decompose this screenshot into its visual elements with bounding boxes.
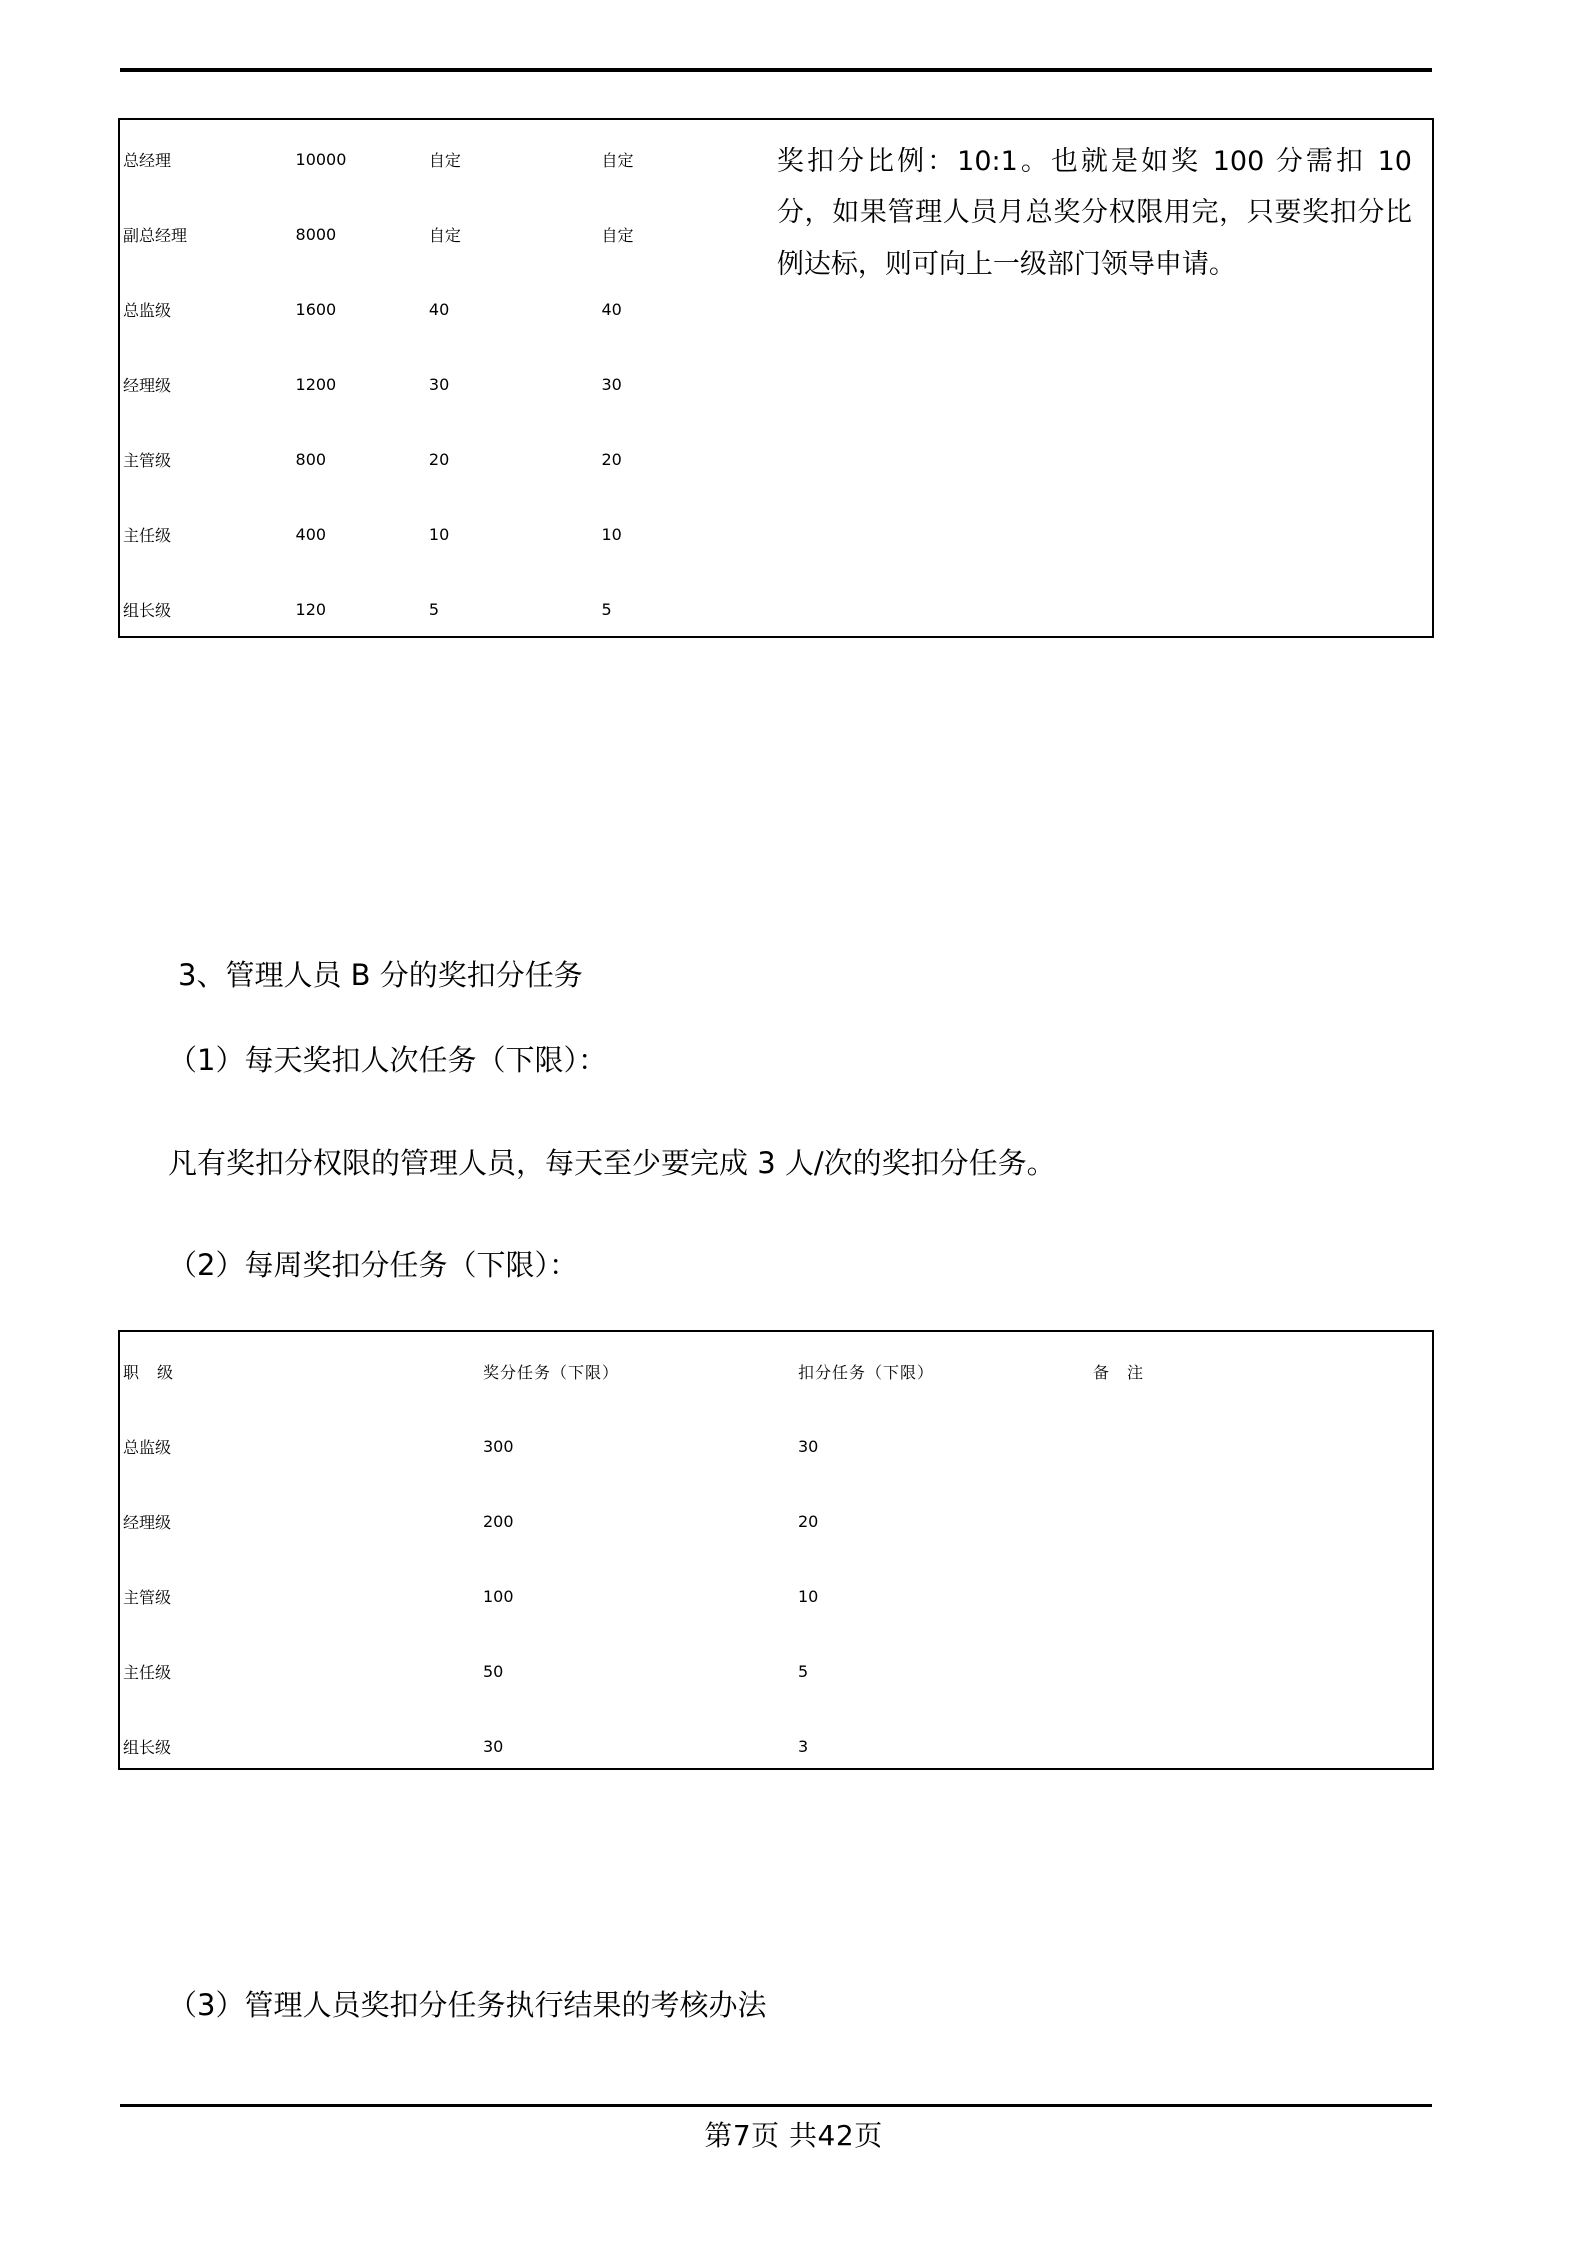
header-award-task: 奖分任务（下限）	[483, 1363, 620, 1382]
award-cell: 30	[428, 375, 450, 394]
award-cell: 5	[428, 600, 440, 619]
level-cell: 经理级	[123, 376, 172, 395]
points-cell: 10000	[295, 150, 347, 169]
item-2-title: （2）每周奖扣分任务（下限）：	[168, 1248, 578, 1282]
footer-suffix: 页	[854, 2119, 883, 2152]
deduct-cell: 30	[601, 375, 622, 394]
award-cell: 40	[428, 300, 450, 319]
level-cell: 总经理	[123, 151, 172, 170]
footer-middle: 页 共	[751, 2119, 818, 2152]
header-level: 职 级	[123, 1363, 175, 1382]
points-cell: 800	[295, 450, 327, 469]
footer-rule	[120, 2104, 1432, 2107]
level-cell: 组长级	[123, 601, 172, 620]
award-task-cell: 300	[483, 1437, 514, 1456]
level-cell: 总监级	[123, 301, 172, 320]
deduct-cell: 自定	[601, 151, 634, 170]
remark-cell	[1092, 1409, 1434, 1784]
table-header-row	[122, 1334, 1434, 1409]
award-cell: 自定	[428, 226, 461, 245]
level-cell: 主任级	[123, 1663, 172, 1682]
award-task-cell: 30	[483, 1737, 504, 1756]
level-cell: 经理级	[123, 1513, 172, 1532]
note-cell	[759, 122, 1430, 647]
award-task-cell: 100	[483, 1587, 514, 1606]
points-cell: 8000	[295, 225, 337, 244]
deduct-cell: 10	[601, 525, 622, 544]
award-task-cell: 200	[483, 1512, 514, 1531]
header-deduct-task: 扣分任务（下限）	[798, 1363, 935, 1382]
award-cell: 自定	[428, 151, 461, 170]
deduct-cell: 20	[601, 450, 622, 469]
deduct-task-cell: 5	[798, 1662, 809, 1681]
points-cell: 1600	[295, 300, 337, 319]
table-row	[122, 122, 1430, 197]
note-text: 奖扣分比例：10:1。也就是如奖 100 分需扣 10 分，如果管理人员月总奖分权限用完，只要奖扣分比例达标，则可向上一级部门领导申请。	[776, 146, 1412, 280]
level-cell: 主任级	[123, 526, 172, 545]
deduct-task-cell: 20	[798, 1512, 819, 1531]
points-cell: 120	[295, 600, 327, 619]
points-cell: 400	[295, 525, 327, 544]
level-cell: 主管级	[123, 1588, 172, 1607]
level-cell: 主管级	[123, 451, 172, 470]
award-cell: 20	[428, 450, 450, 469]
table-row	[122, 1409, 1434, 1484]
deduct-cell: 40	[601, 300, 622, 319]
level-cell: 总监级	[123, 1438, 172, 1457]
deduct-cell: 自定	[601, 226, 634, 245]
section-heading-3: 3、管理人员 B 分的奖扣分任务	[178, 958, 583, 992]
item-1-title: （1）每天奖扣人次任务（下限）：	[168, 1043, 607, 1077]
authority-points-table	[118, 118, 1434, 638]
award-cell: 10	[428, 525, 450, 544]
weekly-task-table	[118, 1330, 1434, 1770]
points-cell: 1200	[295, 375, 337, 394]
award-task-cell: 50	[483, 1662, 504, 1681]
footer-total-pages: 42	[817, 2119, 855, 2152]
item-3-title: （3）管理人员奖扣分任务执行结果的考核办法	[168, 1988, 767, 2022]
footer-prefix: 第	[704, 2119, 733, 2152]
deduct-task-cell: 30	[798, 1437, 819, 1456]
deduct-task-cell: 3	[798, 1737, 809, 1756]
level-cell: 组长级	[123, 1738, 172, 1757]
deduct-task-cell: 10	[798, 1587, 819, 1606]
deduct-cell: 5	[601, 600, 612, 619]
footer-page-number: 7	[732, 2119, 752, 2152]
item-1-text: 凡有奖扣分权限的管理人员，每天至少要完成 3 人/次的奖扣分任务。	[168, 1146, 1056, 1180]
header-rule	[120, 68, 1432, 72]
header-remark: 备 注	[1093, 1363, 1145, 1382]
page-footer	[0, 2114, 1587, 2154]
level-cell: 副总经理	[123, 226, 188, 245]
